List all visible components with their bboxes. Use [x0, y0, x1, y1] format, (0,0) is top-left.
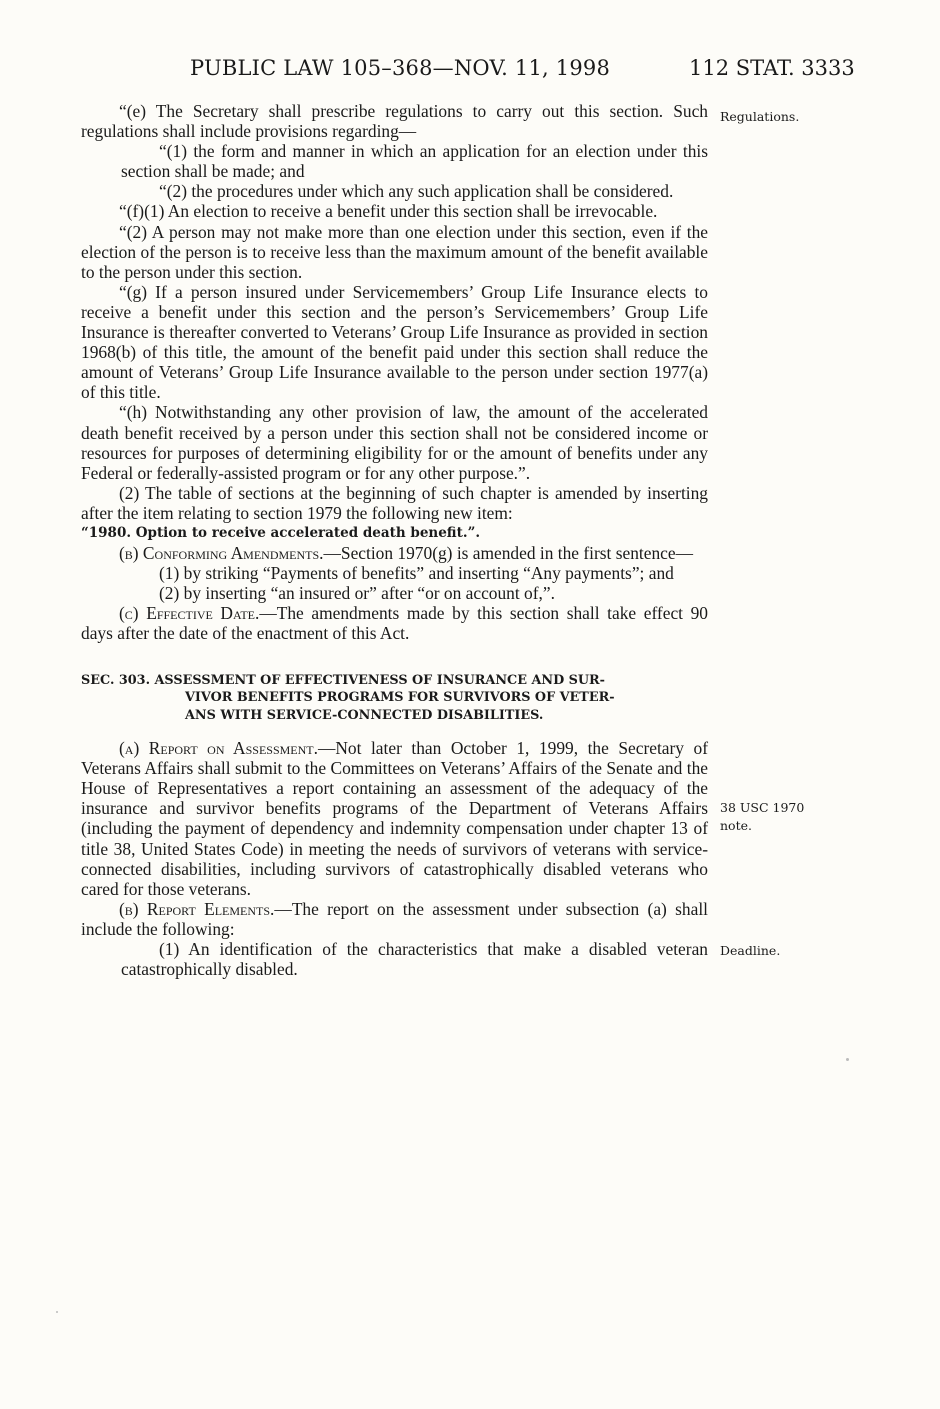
- section-heading-line-1: SEC. 303. ASSESSMENT OF EFFECTIVENESS OF INSURANCE AND SUR-: [81, 672, 605, 688]
- report-on-assessment-heading: (a) Report on Assessment.: [119, 738, 318, 759]
- effective-date: [81, 603, 708, 643]
- report-on-assessment-text: —Not later than October 1, 1999, the Secretary of Veterans Affairs shall submit to the Committees on Veterans’ Affairs of the Senate and the House of Representatives a report containing an assessment of the adequacy of the insurance and survivor benefits programs of the Department of Veterans Affairs (including the payment of dependency and indemnity compensation under chapter 13 of title 38, United States Code) in meeting the needs of survivors of veterans with service-connected disabilities, including survivors of catastrophically disabled veterans who cared for those veterans.: [81, 738, 708, 899]
- conforming-amendments: [81, 543, 708, 563]
- report-element-1: (1) An identification of the characteristics that make a disabled veteran catastrophically disabled.: [121, 938, 708, 980]
- margin-note-deadline: Deadline.: [720, 943, 781, 958]
- conforming-amendment-2: (2) by inserting “an insured or” after “or on account of,”.: [159, 583, 555, 604]
- effective-date-heading: (c) Effective Date.: [119, 603, 260, 624]
- report-elements-heading: (b) Report Elements.: [119, 898, 275, 919]
- section-303-heading: [81, 672, 708, 725]
- subsection-e: “(e) The Secretary shall prescribe regulations to carry out this section. Such regulations shall include provisions regarding—: [81, 101, 708, 142]
- report-on-assessment: [81, 738, 708, 899]
- margin-note-usc-2: note.: [720, 818, 752, 833]
- subsection-f-1: “(f)(1) An election to receive a benefit under this section shall be irrevocable.: [119, 201, 658, 222]
- subsection-e-1: “(1) the form and manner in which an application for an election under this section shall be made; and: [121, 141, 708, 182]
- table-of-sections-item: “1980. Option to receive accelerated death benefit.”.: [81, 524, 481, 541]
- margin-note-regulations: Regulations.: [720, 109, 800, 124]
- section-heading-line-3: ANS WITH SERVICE-CONNECTED DISABILITIES.: [185, 707, 544, 723]
- subsection-h: “(h) Notwithstanding any other provision of law, the amount of the accelerated death benefit received by a person under this section shall not be considered income or resources for purposes of determining eligibility for or the amount of benefits under any Federal or federally-assisted program or for any other purpose.”.: [81, 402, 708, 483]
- subsection-e-2: “(2) the procedures under which any such application shall be considered.: [159, 181, 674, 202]
- conforming-amendments-text: —Section 1970(g) is amended in the first sentence—: [323, 543, 693, 564]
- section-heading-line-2: VIVOR BENEFITS PROGRAMS FOR SURVIVORS OF VETER-: [185, 690, 615, 706]
- scan-artifact: [846, 1058, 849, 1061]
- scan-artifact: [56, 1311, 58, 1313]
- body-text-column: [81, 101, 708, 979]
- running-header-page-number: 112 STAT. 3333: [689, 56, 855, 80]
- report-elements-text: —The report on the assessment under subsection (a) shall include the following:: [81, 898, 709, 939]
- conforming-amendments-heading: (b) Conforming Amendments.: [119, 543, 324, 564]
- paragraph-2-table-of-sections: (2) The table of sections at the beginning of such chapter is amended by inserting after the item relating to section 1979 the following new item:: [81, 482, 708, 523]
- conforming-amendment-1: (1) by striking “Payments of benefits” and inserting “Any payments”; and: [159, 563, 674, 584]
- running-header-citation: PUBLIC LAW 105–368—NOV. 11, 1998: [190, 56, 611, 80]
- subsection-g: “(g) If a person insured under Servicemembers’ Group Life Insurance elects to receive a benefit under this section and the person’s Servicemembers’ Group Life Insurance is thereafter converted to Veterans’ Group Life Insurance as provided in section 1968(b) of this title, the amount of the benefit paid under this section shall reduce the amount of Veterans’ Group Life Insurance available to the person under section 1977(a) of this title.: [81, 281, 708, 403]
- subsection-f-2: “(2) A person may not make more than one election under this section, even if the election of the person is to receive less than the maximum amount of the benefit available to the person under this section.: [81, 221, 708, 282]
- margin-note-usc-1: 38 USC 1970: [720, 800, 805, 815]
- report-elements: [81, 899, 708, 939]
- effective-date-text: —The amendments made by this section shall take effect 90 days after the date of the enactment of this Act.: [81, 603, 708, 644]
